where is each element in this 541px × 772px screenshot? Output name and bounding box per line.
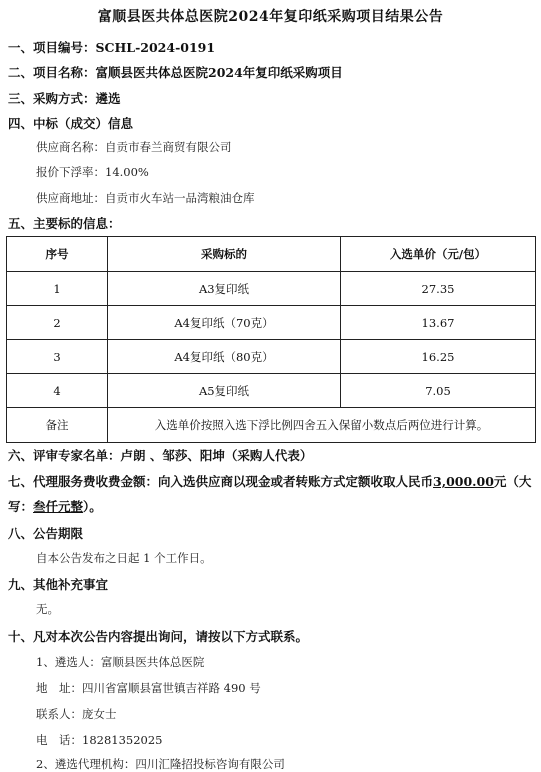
price-discount-rate: 报价下浮率：14.00% bbox=[36, 165, 149, 179]
procurement-method-label: 三、采购方式： bbox=[8, 91, 96, 106]
row-price: 16.25 bbox=[341, 340, 536, 374]
supplier-address: 供应商地址：自贡市火车站一品湾粮油仓库 bbox=[36, 191, 255, 205]
agency-fee-line2-prefix: 写： bbox=[8, 499, 34, 514]
contact-phone: 电 话：18281352025 bbox=[36, 733, 163, 747]
agency-fee-amount: 3,000.00 bbox=[433, 474, 494, 489]
contact-heading: 十、凡对本次公告内容提出询问，请按以下方式联系。 bbox=[8, 629, 309, 644]
agency-fee-suffix: 元（大 bbox=[493, 474, 532, 489]
contact-address: 地 址：四川省富顺县富世镇吉祥路 490 号 bbox=[36, 681, 261, 695]
row-index: 2 bbox=[7, 306, 108, 340]
page-title: 富顺县医共体总医院2024年复印纸采购项目结果公告 bbox=[97, 9, 444, 25]
procurement-method bbox=[8, 89, 121, 107]
row-price: 13.67 bbox=[341, 306, 536, 340]
review-experts: 六、评审专家名单：卢朗 、邹莎、阳坤（采购人代表） bbox=[8, 448, 313, 463]
notice-period-text: 自本公告发布之日起 1 个工作日。 bbox=[36, 551, 212, 565]
note-label: 备注 bbox=[7, 408, 108, 443]
header-item: 采购标的 bbox=[108, 237, 341, 272]
project-number-label: 一、项目编号： bbox=[8, 40, 96, 55]
table-row bbox=[7, 340, 536, 374]
table-row bbox=[7, 306, 536, 340]
other-matters-text: 无。 bbox=[36, 602, 59, 616]
row-item: A4复印纸（70克） bbox=[108, 306, 341, 340]
award-info-heading: 四、中标（成交）信息 bbox=[8, 116, 134, 131]
row-price: 7.05 bbox=[341, 374, 536, 408]
header-index: 序号 bbox=[7, 237, 108, 272]
procurement-method-value: 遴选 bbox=[95, 91, 121, 106]
project-name-label: 二、项目名称： bbox=[8, 65, 96, 80]
row-item: A5复印纸 bbox=[108, 374, 341, 408]
main-items-heading: 五、主要标的信息： bbox=[8, 216, 121, 231]
row-index: 3 bbox=[7, 340, 108, 374]
supplier-name: 供应商名称：自贡市春兰商贸有限公司 bbox=[36, 140, 232, 154]
row-index: 1 bbox=[7, 272, 108, 306]
row-item: A3复印纸 bbox=[108, 272, 341, 306]
project-name-value: 富顺县医共体总医院2024年复印纸采购项目 bbox=[95, 65, 343, 80]
agency-fee-prefix: 七、代理服务费收费金额：向入选供应商以现金或者转账方式定额收取人民币 bbox=[8, 474, 434, 489]
table-header-row bbox=[7, 237, 536, 272]
items-table bbox=[6, 236, 536, 443]
agency-fee-line2 bbox=[8, 497, 102, 515]
table-row bbox=[7, 272, 536, 306]
row-index: 4 bbox=[7, 374, 108, 408]
project-number bbox=[8, 38, 215, 56]
contact-person: 联系人：庞女士 bbox=[36, 707, 117, 721]
contact-agency: 2、遴选代理机构：四川汇隆招投标咨询有限公司 bbox=[36, 757, 285, 771]
contact-purchaser: 1、遴选人：富顺县医共体总医院 bbox=[36, 655, 205, 669]
table-note-row bbox=[7, 408, 536, 443]
row-price: 27.35 bbox=[341, 272, 536, 306]
agency-fee-line1 bbox=[8, 472, 531, 490]
project-name bbox=[8, 63, 343, 81]
row-item: A4复印纸（80克） bbox=[108, 340, 341, 374]
note-text: 入选单价按照入选下浮比例四舍五入保留小数点后两位进行计算。 bbox=[108, 408, 536, 443]
header-unit-price: 入选单价（元/包） bbox=[341, 237, 536, 272]
project-number-value: SCHL-2024-0191 bbox=[95, 40, 216, 55]
table-row bbox=[7, 374, 536, 408]
agency-fee-amount-cn: 叁仟元整 bbox=[33, 499, 84, 514]
agency-fee-line2-suffix: ）。 bbox=[83, 499, 102, 514]
notice-period-heading: 八、公告期限 bbox=[8, 526, 84, 541]
other-matters-heading: 九、其他补充事宜 bbox=[8, 577, 109, 592]
